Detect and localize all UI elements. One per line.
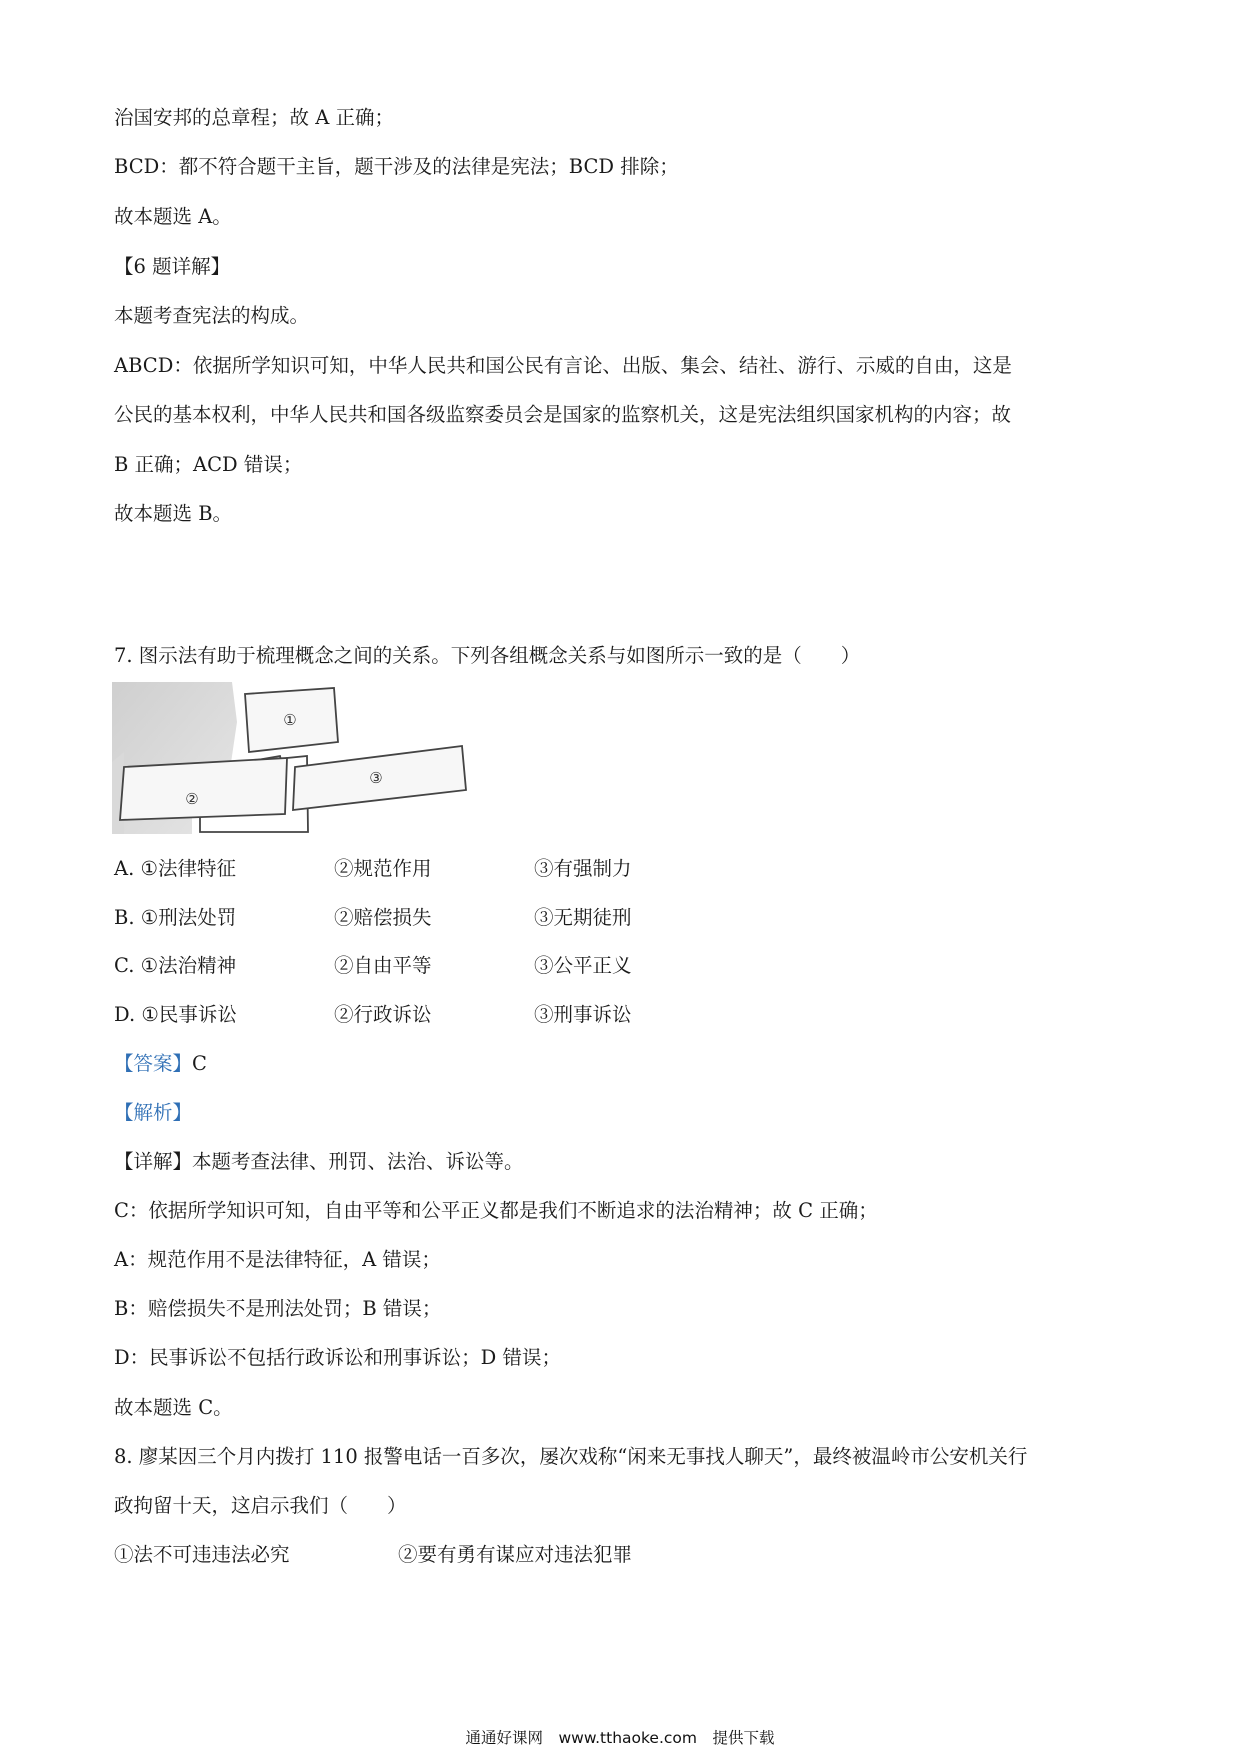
text-line: BCD：都不符合题干主旨，题干涉及的法律是宪法；BCD 排除；: [114, 155, 679, 178]
text-line: 政拘留十天，这启示我们（ ）: [114, 1494, 407, 1517]
option-d-col1: D. ①民事诉讼: [114, 1003, 237, 1026]
option-a-col1: A. ①法律特征: [114, 857, 236, 880]
question-8: 8. 廖某因三个月内拨打 110 报警电话一百多次，屡次戏称“闲来无事找人聊天”，最终被温岭市公安机关行: [114, 1445, 1028, 1468]
analysis-label: 【解析】: [114, 1101, 193, 1124]
diagram-label-1: ①: [283, 711, 297, 729]
text-line: C：依据所学知识可知，自由平等和公平正义都是我们不断追求的法治精神；故 C 正确；: [114, 1199, 878, 1222]
option-d-col3: ③刑事诉讼: [534, 1003, 632, 1026]
text-line: 故本题选 B。: [114, 502, 233, 525]
text-line: 【详解】本题考查法律、刑罚、法治、诉讼等。: [114, 1150, 524, 1173]
option-c-col3: ③公平正义: [534, 954, 632, 977]
text-line: 公民的基本权利，中华人民共和国各级监察委员会是国家的监察机关，这是宪法组织国家机构的内容；故: [114, 403, 1012, 426]
diagram-label-3: ③: [369, 769, 383, 787]
option-b-col1: B. ①刑法处罚: [114, 906, 237, 929]
option-a-col2: ②规范作用: [334, 857, 432, 880]
text-line: B 正确；ACD 错误；: [114, 453, 303, 476]
text-line: 本题考查宪法的构成。: [114, 304, 310, 327]
q8-option-1: ①法不可违违法必究: [114, 1543, 290, 1566]
text-line: 故本题选 A。: [114, 205, 232, 228]
diagram-label-2: ②: [185, 790, 199, 808]
section-heading: 【6 题详解】: [114, 255, 231, 278]
option-d-col2: ②行政诉讼: [334, 1003, 432, 1026]
text-line: 治国安邦的总章程；故 A 正确；: [114, 106, 394, 129]
answer-line: [114, 1050, 207, 1078]
text-line: ABCD：依据所学知识可知，中华人民共和国公民有言论、出版、集会、结社、游行、示威的自由，这是: [114, 354, 1012, 377]
text-line: D：民事诉讼不包括行政诉讼和刑事诉讼；D 错误；: [114, 1346, 561, 1369]
option-b-col3: ③无期徒刑: [534, 906, 632, 929]
text-line: B：赔偿损失不是刑法处罚；B 错误；: [114, 1297, 442, 1320]
question-7: 7. 图示法有助于梳理概念之间的关系。下列各组概念关系与如图所示一致的是（ ）: [114, 644, 861, 667]
diagram-box-2: [120, 758, 287, 820]
text-line: A：规范作用不是法律特征，A 错误；: [114, 1248, 441, 1271]
answer-label: 【答案】: [114, 1052, 193, 1075]
page-footer: 通通好课网 www.tthaoke.com 提供下载: [465, 1729, 775, 1747]
option-c-col2: ②自由平等: [334, 954, 432, 977]
option-c-col1: C. ①法治精神: [114, 954, 237, 977]
option-b-col2: ②赔偿损失: [334, 906, 432, 929]
concept-diagram: [112, 682, 474, 834]
option-a-col3: ③有强制力: [534, 857, 632, 880]
text-line: 故本题选 C。: [114, 1396, 233, 1419]
q8-option-2: ②要有勇有谋应对违法犯罪: [398, 1543, 633, 1566]
answer-value: C: [192, 1052, 207, 1075]
